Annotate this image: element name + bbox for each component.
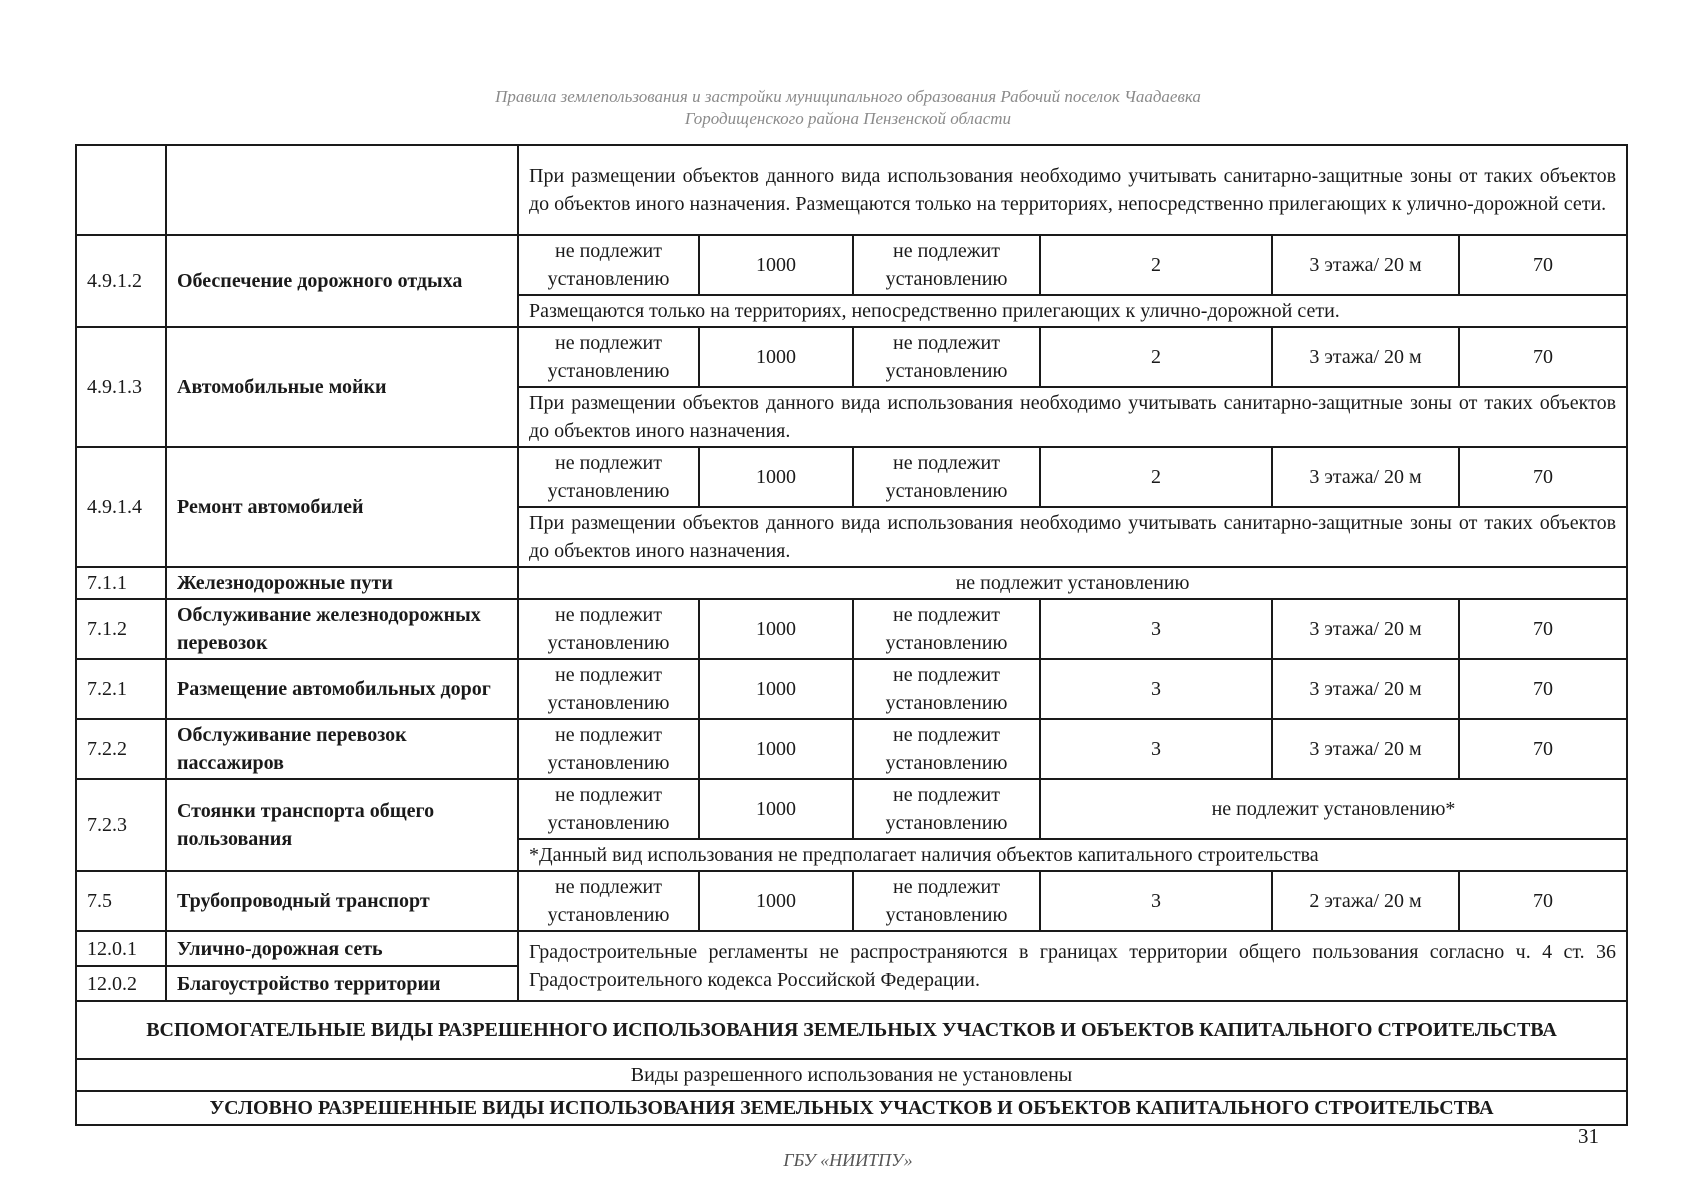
name-cell: Улично-дорожная сеть xyxy=(166,931,518,966)
code-cell: 7.2.3 xyxy=(76,779,166,871)
value-cell: 3 этажа/ 20 м xyxy=(1272,327,1459,387)
value-cell: 1000 xyxy=(699,719,853,779)
value-cell: не подлежит установлению xyxy=(518,235,699,295)
note-cell: Размещаются только на территориях, непосредственно прилегающих к улично-дорожной сети. xyxy=(518,295,1627,327)
value-cell: 70 xyxy=(1459,871,1627,931)
value-cell: 1000 xyxy=(699,779,853,839)
table-row xyxy=(76,871,1627,931)
code-cell xyxy=(76,145,166,235)
name-cell xyxy=(166,145,518,235)
table-row xyxy=(76,567,1627,599)
value-cell: 3 xyxy=(1040,871,1272,931)
value-cell: 3 этажа/ 20 м xyxy=(1272,235,1459,295)
value-cell: не подлежит установлению xyxy=(518,599,699,659)
name-cell: Стоянки транспорта общего пользования xyxy=(166,779,518,871)
name-cell: Обслуживание перевозок пассажиров xyxy=(166,719,518,779)
value-cell: не подлежит установлению xyxy=(518,447,699,507)
value-cell: 1000 xyxy=(699,659,853,719)
document-header xyxy=(0,86,1696,130)
note-cell: *Данный вид использования не предполагает наличия объектов капитального строительства xyxy=(518,839,1627,871)
page-number: 31 xyxy=(1578,1124,1599,1148)
value-cell: не подлежит установлению xyxy=(853,235,1040,295)
note-cell: При размещении объектов данного вида использования необходимо учитывать санитарно-защитные зоны от таких объектов до объектов иного назначения. xyxy=(518,387,1627,447)
name-cell: Благоустройство территории xyxy=(166,966,518,1001)
value-cell: не подлежит установлению xyxy=(518,659,699,719)
merged-value-cell: не подлежит установлению xyxy=(518,567,1627,599)
note-cell: При размещении объектов данного вида использования необходимо учитывать санитарно-защитные зоны от таких объектов до объектов иного назначения. xyxy=(518,507,1627,567)
code-cell: 7.2.1 xyxy=(76,659,166,719)
name-cell: Обслуживание железнодорожных перевозок xyxy=(166,599,518,659)
footer-organization: ГБУ «НИИТПУ» xyxy=(783,1150,913,1170)
value-cell: 1000 xyxy=(699,235,853,295)
header-line-1: Правила землепользования и застройки муниципального образования Рабочий поселок Чаадаевка xyxy=(495,87,1201,106)
value-cell: не подлежит установлению xyxy=(853,599,1040,659)
value-cell: 3 этажа/ 20 м xyxy=(1272,447,1459,507)
note-cell: При размещении объектов данного вида использования необходимо учитывать санитарно-защитные зоны от таких объектов до объектов иного назначения. Размещаются только на территориях, непосредственно прилегающих к улично-дорожной сети. xyxy=(518,145,1627,235)
table-row xyxy=(76,599,1627,659)
section-title-conditional: УСЛОВНО РАЗРЕШЕННЫЕ ВИДЫ ИСПОЛЬЗОВАНИЯ ЗЕМЕЛЬНЫХ УЧАСТКОВ И ОБЪЕКТОВ КАПИТАЛЬНОГО СТРОИТЕЛЬСТВА xyxy=(76,1091,1627,1125)
note-cell: Градостроительные регламенты не распространяются в границах территории общего пользования согласно ч. 4 ст. 36 Градостроительного кодекса Российской Федерации. xyxy=(518,931,1627,1001)
section-row xyxy=(76,1091,1627,1125)
table-row xyxy=(76,235,1627,295)
section-text-auxiliary: Виды разрешенного использования не установлены xyxy=(76,1059,1627,1091)
section-row xyxy=(76,1059,1627,1091)
value-cell: 1000 xyxy=(699,599,853,659)
value-cell: 70 xyxy=(1459,235,1627,295)
value-cell: не подлежит установлению xyxy=(853,447,1040,507)
code-cell: 12.0.1 xyxy=(76,931,166,966)
name-cell: Автомобильные мойки xyxy=(166,327,518,447)
name-cell: Железнодорожные пути xyxy=(166,567,518,599)
value-cell: не подлежит установлению xyxy=(853,779,1040,839)
table-row xyxy=(76,931,1627,966)
code-cell: 4.9.1.4 xyxy=(76,447,166,567)
value-cell: 2 xyxy=(1040,447,1272,507)
value-cell: не подлежит установлению xyxy=(853,327,1040,387)
value-cell: не подлежит установлению xyxy=(853,659,1040,719)
value-cell: не подлежит установлению xyxy=(518,719,699,779)
table-row xyxy=(76,145,1627,235)
code-cell: 7.1.2 xyxy=(76,599,166,659)
value-cell: 1000 xyxy=(699,327,853,387)
value-cell: 3 xyxy=(1040,599,1272,659)
value-cell: 1000 xyxy=(699,871,853,931)
table-row xyxy=(76,659,1627,719)
table-row xyxy=(76,327,1627,387)
value-cell: 2 этажа/ 20 м xyxy=(1272,871,1459,931)
name-cell: Размещение автомобильных дорог xyxy=(166,659,518,719)
value-cell: 70 xyxy=(1459,719,1627,779)
value-cell: 70 xyxy=(1459,447,1627,507)
value-cell: 3 этажа/ 20 м xyxy=(1272,719,1459,779)
merged-value-cell: не подлежит установлению* xyxy=(1040,779,1627,839)
value-cell: 70 xyxy=(1459,327,1627,387)
value-cell: 3 этажа/ 20 м xyxy=(1272,599,1459,659)
regulations-table xyxy=(75,144,1628,1126)
value-cell: 2 xyxy=(1040,327,1272,387)
value-cell: не подлежит установлению xyxy=(518,779,699,839)
header-line-2: Городищенского района Пензенской области xyxy=(684,109,1012,128)
code-cell: 4.9.1.3 xyxy=(76,327,166,447)
name-cell: Трубопроводный транспорт xyxy=(166,871,518,931)
value-cell: не подлежит установлению xyxy=(853,719,1040,779)
value-cell: не подлежит установлению xyxy=(518,327,699,387)
name-cell: Ремонт автомобилей xyxy=(166,447,518,567)
value-cell: 1000 xyxy=(699,447,853,507)
table-row xyxy=(76,779,1627,839)
value-cell: не подлежит установлению xyxy=(518,871,699,931)
value-cell: 70 xyxy=(1459,659,1627,719)
code-cell: 4.9.1.2 xyxy=(76,235,166,327)
table-row xyxy=(76,719,1627,779)
table-row xyxy=(76,447,1627,507)
value-cell: 70 xyxy=(1459,599,1627,659)
code-cell: 7.1.1 xyxy=(76,567,166,599)
code-cell: 12.0.2 xyxy=(76,966,166,1001)
value-cell: 3 этажа/ 20 м xyxy=(1272,659,1459,719)
value-cell: не подлежит установлению xyxy=(853,871,1040,931)
value-cell: 2 xyxy=(1040,235,1272,295)
section-title-auxiliary: ВСПОМОГАТЕЛЬНЫЕ ВИДЫ РАЗРЕШЕННОГО ИСПОЛЬЗОВАНИЯ ЗЕМЕЛЬНЫХ УЧАСТКОВ И ОБЪЕКТОВ КАПИТАЛЬНОГО СТРОИТЕЛЬСТВА xyxy=(76,1001,1627,1059)
code-cell: 7.2.2 xyxy=(76,719,166,779)
value-cell: 3 xyxy=(1040,719,1272,779)
section-row xyxy=(76,1001,1627,1059)
code-cell: 7.5 xyxy=(76,871,166,931)
name-cell: Обеспечение дорожного отдыха xyxy=(166,235,518,327)
value-cell: 3 xyxy=(1040,659,1272,719)
